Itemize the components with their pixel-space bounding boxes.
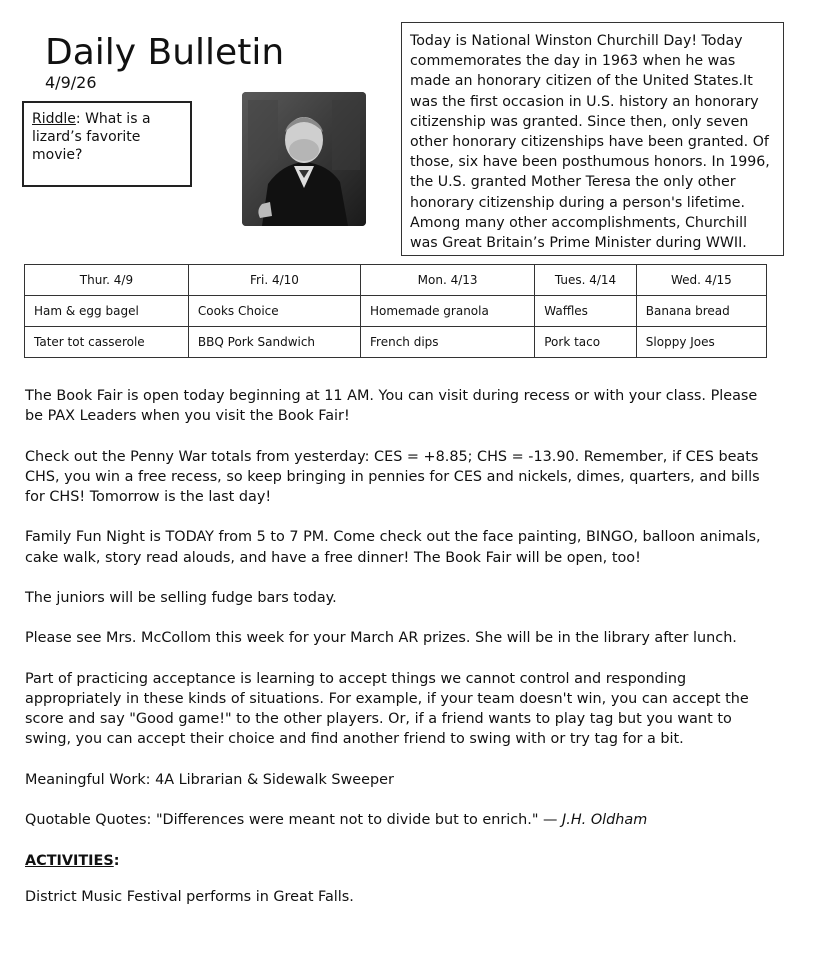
menu-day: Mon. 4/13 bbox=[361, 265, 535, 296]
meaningful-work: Meaningful Work: 4A Librarian & Sidewalk Sweeper bbox=[25, 771, 394, 788]
menu-cell: BBQ Pork Sandwich bbox=[188, 327, 360, 358]
quote-author: J.H. Oldham bbox=[562, 812, 648, 829]
family-night-announcement: Family Fun Night is TODAY from 5 to 7 PM. Come check out the face painting, BINGO, balloon animals, cake walk, story read alouds, and have a free dinner! The Book Fair will be open, too! bbox=[25, 529, 761, 566]
menu-cell: Banana bread bbox=[636, 296, 766, 327]
ar-prizes-announcement: Please see Mrs. McCollom this week for your March AR prizes. She will be in the library after lunch. bbox=[25, 630, 737, 647]
fudge-announcement: The juniors will be selling fudge bars today. bbox=[25, 589, 337, 606]
menu-day: Wed. 4/15 bbox=[636, 265, 766, 296]
menu-cell: Homemade granola bbox=[361, 296, 535, 327]
riddle-label: Riddle bbox=[32, 111, 76, 127]
book-fair-announcement: The Book Fair is open today beginning at 11 AM. You can visit during recess or with your class. Please be PAX Leaders when you visit the Book Fair! bbox=[25, 388, 758, 425]
menu-day: Thur. 4/9 bbox=[25, 265, 189, 296]
quotable-quote bbox=[25, 810, 775, 830]
lunch-menu-table bbox=[24, 264, 767, 358]
bulletin-title: Daily Bulletin bbox=[45, 32, 285, 73]
penny-war-announcement: Check out the Penny War totals from yesterday: CES = +8.85; CHS = -13.90. Remember, if CES beats CHS, you win a free recess, so keep bringing in pennies for CES and nickels, dimes, quarters, and bills for CHS! Tomorrow is the last day! bbox=[25, 448, 760, 505]
acceptance-announcement: Part of practicing acceptance is learning to accept things we cannot control and responding appropriately in these kinds of situations. For example, if your team doesn't win, you can accept the score and say "Good game!" to the other players. Or, if a friend wants to play tag but you want to swing, you can accept their choice and find another friend to swing with or try tag for a bit. bbox=[25, 670, 749, 748]
menu-day: Tues. 4/14 bbox=[535, 265, 637, 296]
riddle-text: : What is a lizard’s favorite movie? bbox=[32, 111, 151, 163]
menu-day: Fri. 4/10 bbox=[188, 265, 360, 296]
menu-cell: Cooks Choice bbox=[188, 296, 360, 327]
menu-header-row bbox=[25, 265, 767, 296]
menu-cell: Pork taco bbox=[535, 327, 637, 358]
churchill-day-info: Today is National Winston Churchill Day! Today commemorates the day in 1963 when he was made an honorary citizen of the United States.It was the first occasion in U.S. history an honorary citizenship was granted. Since then, only seven other honorary citizenships have been granted. Of those, six have been posthumous honors. In 1996, the U.S. granted Mother Teresa the only other honorary citizenship during a person's lifetime. Among many other accomplishments, Churchill was Great Britain’s Prime Minister during WWII. bbox=[401, 22, 784, 256]
menu-row bbox=[25, 327, 767, 358]
quote-text: Quotable Quotes: "Differences were meant not to divide but to enrich." — bbox=[25, 812, 563, 829]
menu-row bbox=[25, 296, 767, 327]
menu-cell: Waffles bbox=[535, 296, 637, 327]
announcements bbox=[25, 386, 775, 927]
menu-cell: French dips bbox=[361, 327, 535, 358]
portrait-photo-icon bbox=[242, 92, 366, 226]
menu-cell: Ham & egg bagel bbox=[25, 296, 189, 327]
activities-colon: : bbox=[113, 852, 120, 869]
activities-heading bbox=[25, 851, 775, 871]
menu-cell: Tater tot casserole bbox=[25, 327, 189, 358]
menu-cell: Sloppy Joes bbox=[636, 327, 766, 358]
portrait-photo bbox=[242, 92, 366, 226]
activity-item: District Music Festival performs in Great Falls. bbox=[25, 888, 354, 905]
activities-label: ACTIVITIES bbox=[25, 852, 114, 869]
riddle-box bbox=[22, 101, 192, 187]
bulletin-date: 4/9/26 bbox=[45, 73, 97, 92]
